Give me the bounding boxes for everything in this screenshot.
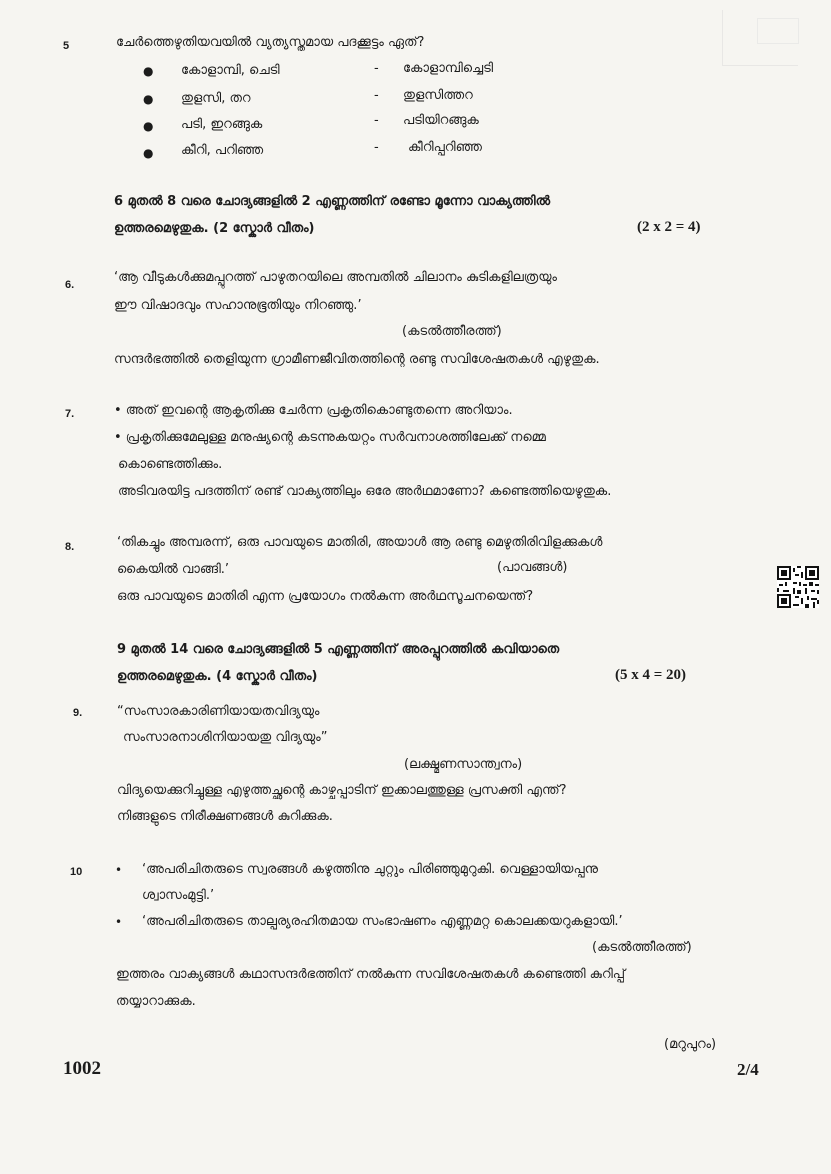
section2-instruction-line2: ഉത്തരമെഴുതുക. (2 സ്കോർ വീതം) <box>114 221 315 236</box>
q10-bullet2: ‘അപരിചിതരുടെ താല്പര്യരഹിതമായ സംഭാഷണം എണ്ണമറ്റ കൊലക്കയറുകളായി.’ <box>142 914 623 929</box>
qr-code-icon <box>777 566 819 608</box>
q10-question-line2: തയ്യാറാക്കുക. <box>116 994 196 1009</box>
q5-option-right: തുളസിത്തറ <box>403 88 473 103</box>
q8-question: ഒരു പാവയുടെ മാതിരി എന്ന പ്രയോഗം നൽകുന്ന അർഥസൂചനയെന്ത്? <box>117 589 534 604</box>
q5-option-right: കോളാമ്പിച്ചെടി <box>403 61 494 76</box>
q8-source: (പാവങ്ങൾ) <box>497 560 568 575</box>
q5-option-left: പടി, ഇറങ്ങുക <box>181 117 263 132</box>
q5-option-left: കോളാമ്പി, ചെടി <box>181 63 280 78</box>
section2-instruction-line1: 6 മുതൽ 8 വരെ ചോദ്യങ്ങളിൽ 2 എണ്ണത്തിന് രണ്ടോ മൂന്നോ വാക്യത്തിൽ <box>114 194 551 209</box>
q5-option-dash: - <box>374 113 379 128</box>
q10-source: (കടൽത്തീരത്ത്) <box>592 940 692 955</box>
q9-quote-line1: “സംസാരകാരിണിയായതവിദ്യയും <box>117 704 320 719</box>
q6-number: 6. <box>65 279 75 291</box>
q7-question: അടിവരയിട്ട പദത്തിന് രണ്ട് വാക്യത്തിലും ഒരേ അർഥമാണോ? കണ്ടെത്തിയെഴുതുക. <box>118 484 612 499</box>
q7-number: 7. <box>65 408 75 420</box>
q10-bullet1-line2: ശ്വാസംമുട്ടി.’ <box>142 888 215 903</box>
q5-option-left: തുളസി, തറ <box>181 91 251 106</box>
turn-over-note: (മറുപുറം) <box>664 1037 717 1052</box>
section3-instruction-line2: ഉത്തരമെഴുതുക. (4 സ്കോർ വീതം) <box>117 669 318 684</box>
question-paper-code: 1002 <box>63 1058 101 1079</box>
q5-question: ചേർത്തെഴുതിയവയിൽ വ്യത്യസ്തമായ പദക്കൂട്ടം ഏത്? <box>116 35 425 50</box>
q5-option-dash: - <box>374 140 379 155</box>
section3-instruction-line1: 9 മുതൽ 14 വരെ ചോദ്യങ്ങളിൽ 5 എണ്ണത്തിന് അരപ്പുറത്തിൽ കവിയാതെ <box>117 642 560 657</box>
q9-quote-line2: സംസാരനാശിനിയായതു വിദ്യയും” <box>123 730 328 745</box>
q6-source: (കടൽത്തീരത്ത്) <box>402 324 502 339</box>
q9-question-line1: വിദ്യയെക്കുറിച്ചുള്ള എഴുത്തച്ഛന്റെ കാഴ്ചപ്പാടിന് ഇക്കാലത്തുള്ള പ്രസക്തി എന്ത്? <box>117 783 567 798</box>
q5-bullet-icon: ● <box>143 146 154 160</box>
section3-score: (5 x 4 = 20) <box>615 667 687 683</box>
q5-bullet-icon: ● <box>143 92 154 106</box>
q5-option-right: പടിയിറങ്ങുക <box>403 113 479 128</box>
q7-bullet2-line1: • പ്രകൃതിക്കുമേലുള്ള മനുഷ്യന്റെ കടന്നുകയറ്റം സർവനാശത്തിലേക്ക് നമ്മെ <box>114 430 546 445</box>
q5-number: 5 <box>63 40 70 52</box>
q9-source: (ലക്ഷ്മണസാന്ത്വനം) <box>404 757 523 772</box>
q8-number: 8. <box>65 541 75 553</box>
q10-bullet-icon: • <box>115 915 123 929</box>
q6-quote-line2: ഈ വിഷാദവും സഹാനുഭൂതിയും നിറഞ്ഞു.’ <box>114 298 362 313</box>
section2-score: (2 x 2 = 4) <box>637 219 701 235</box>
q5-bullet-icon: ● <box>143 64 154 78</box>
q8-quote-line2: കൈയിൽ വാങ്ങി.’ <box>117 562 230 577</box>
q10-question-line1: ഇത്തരം വാക്യങ്ങൾ കഥാസന്ദർഭത്തിന് നൽകുന്ന സവിശേഷതകൾ കണ്ടെത്തി കുറിപ്പ് <box>116 967 626 982</box>
q5-option-dash: - <box>374 88 379 103</box>
q5-option-left: കീറി, പറിഞ്ഞ <box>181 143 264 158</box>
q6-quote-line1: ‘ആ വീടുകൾക്കുമപ്പുറത്ത് പാഴുതറയിലെ അമ്പതിൽ ചിലാനം കുടികളിലത്രയും <box>114 270 557 285</box>
q5-bullet-icon: ● <box>143 119 154 133</box>
q10-number: 10 <box>70 866 83 878</box>
scan-corner-box <box>757 18 799 44</box>
q5-option-dash: - <box>374 61 379 76</box>
q10-bullet-icon: • <box>115 863 123 877</box>
q5-option-right: കീറിപ്പറിഞ്ഞ <box>408 140 482 155</box>
q7-bullet2-line2: കൊണ്ടെത്തിക്കും. <box>118 457 223 472</box>
q9-number: 9. <box>73 707 83 719</box>
q10-bullet1-line1: ‘അപരിചിതരുടെ സ്വരങ്ങൾ കഴുത്തിനു ചുറ്റും പിരിഞ്ഞുമുറുകി. വെള്ളായിയപ്പനു <box>142 862 598 877</box>
q7-bullet1: • അത് ഇവന്റെ ആകൃതിക്കു ചേർന്ന പ്രകൃതികൊണ്ടുതന്നെ അറിയാം. <box>114 403 513 418</box>
q6-question: സന്ദർഭത്തിൽ തെളിയുന്ന ഗ്രാമീണജീവിതത്തിന്റെ രണ്ടു സവിശേഷതകൾ എഴുതുക. <box>114 352 600 367</box>
q9-question-line2: നിങ്ങളുടെ നിരീക്ഷണങ്ങൾ കുറിക്കുക. <box>117 809 333 824</box>
q8-quote-line1: ‘തികച്ചും അമ്പരന്ന്, ഒരു പാവയുടെ മാതിരി, അയാൾ ആ രണ്ടു മെഴുതിരിവിളക്കുകൾ <box>117 535 603 550</box>
page-number: 2/4 <box>737 1060 759 1079</box>
